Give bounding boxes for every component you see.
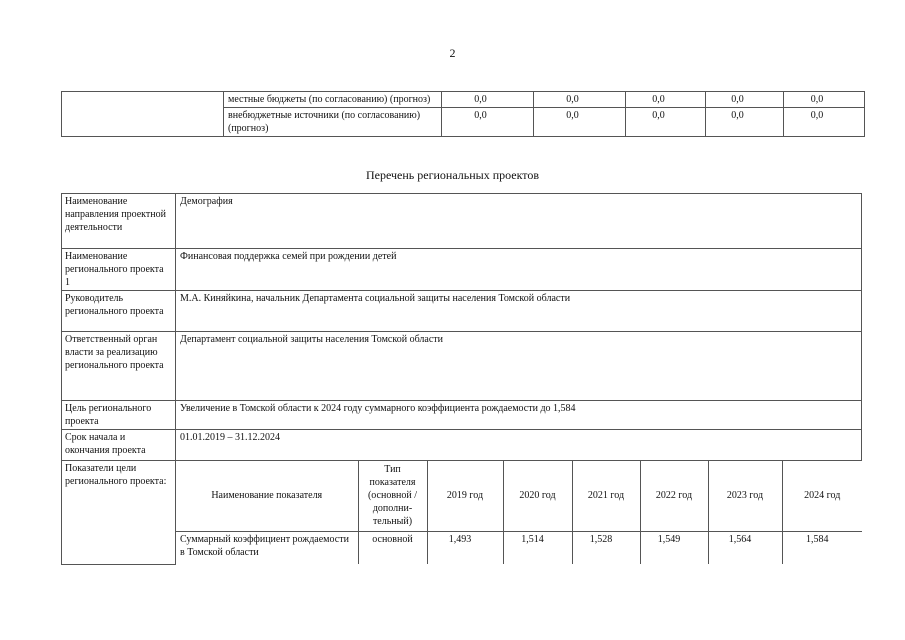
authority-label: Ответственный орган власти за реализацию регионального проекта <box>62 332 176 401</box>
value-cell: 1,514 <box>503 531 572 564</box>
project-table <box>61 193 862 565</box>
authority-value: Департамент социальной защиты населения Томской области <box>176 332 862 401</box>
value-cell: 0,0 <box>534 92 626 108</box>
section-title: Перечень региональных проектов <box>365 168 540 182</box>
table-row <box>62 291 862 332</box>
table-row <box>62 430 862 461</box>
value-cell: 1,564 <box>708 531 782 564</box>
row-label: местные бюджеты (по согласованию) (прогноз) <box>224 92 442 108</box>
value-cell: 1,528 <box>572 531 640 564</box>
column-header: 2022 год <box>640 461 708 531</box>
column-header: 2021 год <box>572 461 640 531</box>
value-cell: 0,0 <box>784 108 865 137</box>
value-cell: 0,0 <box>534 108 626 137</box>
table-header-row <box>176 461 862 531</box>
table-row <box>62 249 862 291</box>
direction-label: Наименование направления проектной деятельности <box>62 194 176 249</box>
page-number: 2 <box>449 46 456 60</box>
column-header: 2019 год <box>427 461 503 531</box>
indicator-name: Суммарный коэффициент рождаемости в Томской области <box>176 531 358 564</box>
value-cell: 1,584 <box>782 531 862 564</box>
table-row <box>62 401 862 430</box>
goal-value: Увеличение в Томской области к 2024 году суммарного коэффициента рождаемости до 1,584 <box>176 401 862 430</box>
column-header: 2023 год <box>708 461 782 531</box>
budget-table <box>61 91 865 137</box>
table-row <box>176 531 862 564</box>
head-value: М.А. Киняйкина, начальник Департамента социальной защиты населения Томской области <box>176 291 862 332</box>
column-header: Наименование показателя <box>176 461 358 531</box>
value-cell: 0,0 <box>706 92 784 108</box>
direction-value: Демография <box>176 194 862 249</box>
term-label: Срок начала и окончания проекта <box>62 430 176 461</box>
project-name-value: Финансовая поддержка семей при рождении детей <box>176 249 862 291</box>
table-row <box>62 92 865 108</box>
column-header: 2024 год <box>782 461 862 531</box>
indicators-table <box>176 461 862 564</box>
value-cell: 0,0 <box>442 92 534 108</box>
value-cell: 1,493 <box>427 531 503 564</box>
column-header: Тип показателя (основной /дополни-тельный) <box>358 461 427 531</box>
value-cell: 0,0 <box>442 108 534 137</box>
table-row <box>62 194 862 249</box>
value-cell: 0,0 <box>626 108 706 137</box>
table-row <box>62 461 862 565</box>
value-cell: 1,549 <box>640 531 708 564</box>
head-label: Руководитель регионального проекта <box>62 291 176 332</box>
value-cell: 0,0 <box>784 92 865 108</box>
goal-label: Цель регионального проекта <box>62 401 176 430</box>
column-header: 2020 год <box>503 461 572 531</box>
value-cell: 0,0 <box>626 92 706 108</box>
indicator-type: основной <box>358 531 427 564</box>
value-cell: 0,0 <box>706 108 784 137</box>
project-name-label: Наименование регионального проекта 1 <box>62 249 176 291</box>
table-row <box>62 332 862 401</box>
row-label: внебюджетные источники (по согласованию) (прогноз) <box>224 108 442 137</box>
indicators-label: Показатели цели регионального проекта: <box>62 461 176 565</box>
term-value: 01.01.2019 – 31.12.2024 <box>176 430 862 461</box>
empty-cell <box>62 92 224 137</box>
